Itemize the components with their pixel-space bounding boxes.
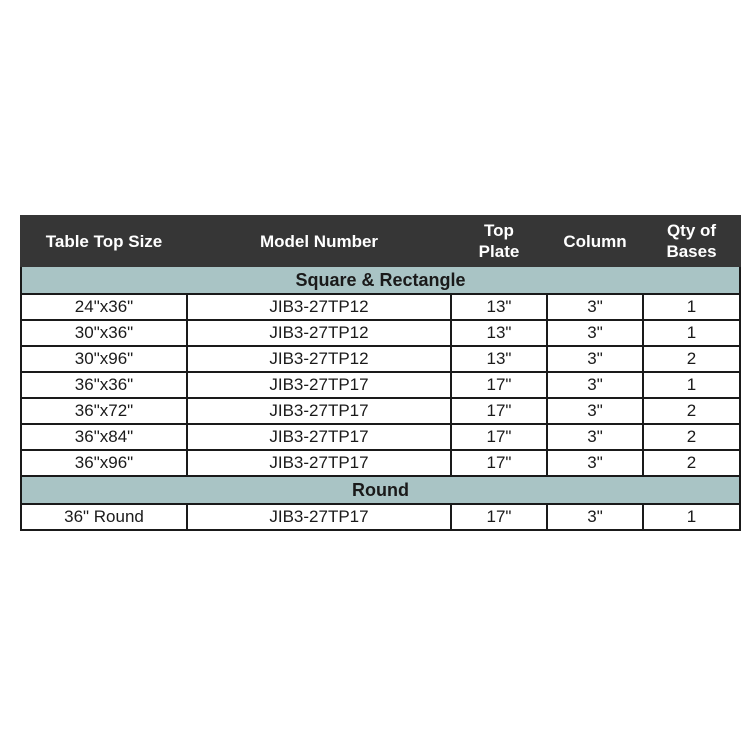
cell-top-plate: 17" <box>451 372 547 398</box>
cell-top-plate: 17" <box>451 504 547 530</box>
header-top-plate-line2: Plate <box>478 242 520 261</box>
cell-top-plate: 13" <box>451 294 547 320</box>
table-body <box>21 266 740 530</box>
cell-qty-of-bases: 2 <box>643 450 740 476</box>
cell-qty-of-bases: 1 <box>643 320 740 346</box>
header-top-plate-line1: Top <box>484 221 514 240</box>
cell-column: 3" <box>547 398 643 424</box>
cell-qty-of-bases: 2 <box>643 346 740 372</box>
table-row <box>21 504 740 530</box>
cell-table-top-size: 36"x84" <box>21 424 187 450</box>
cell-table-top-size: 36" Round <box>21 504 187 530</box>
cell-model-number: JIB3-27TP17 <box>187 450 451 476</box>
cell-column: 3" <box>547 424 643 450</box>
cell-qty-of-bases: 2 <box>643 424 740 450</box>
header-row <box>21 216 740 266</box>
cell-model-number: JIB3-27TP17 <box>187 372 451 398</box>
cell-table-top-size: 30"x36" <box>21 320 187 346</box>
cell-qty-of-bases: 1 <box>643 504 740 530</box>
header-top-plate <box>451 216 547 266</box>
cell-model-number: JIB3-27TP12 <box>187 320 451 346</box>
cell-top-plate: 17" <box>451 424 547 450</box>
cell-top-plate: 17" <box>451 450 547 476</box>
table-row <box>21 346 740 372</box>
cell-model-number: JIB3-27TP17 <box>187 504 451 530</box>
table-row <box>21 372 740 398</box>
cell-column: 3" <box>547 372 643 398</box>
cell-qty-of-bases: 1 <box>643 372 740 398</box>
section-row <box>21 476 740 504</box>
cell-column: 3" <box>547 504 643 530</box>
cell-model-number: JIB3-27TP17 <box>187 424 451 450</box>
cell-model-number: JIB3-27TP17 <box>187 398 451 424</box>
table-row <box>21 294 740 320</box>
cell-column: 3" <box>547 320 643 346</box>
cell-qty-of-bases: 1 <box>643 294 740 320</box>
cell-qty-of-bases: 2 <box>643 398 740 424</box>
cell-column: 3" <box>547 450 643 476</box>
cell-model-number: JIB3-27TP12 <box>187 294 451 320</box>
header-qty-line2: Bases <box>666 242 717 261</box>
cell-column: 3" <box>547 346 643 372</box>
table-row <box>21 320 740 346</box>
spec-table <box>20 215 741 531</box>
header-qty-line1: Qty of <box>666 221 717 240</box>
cell-top-plate: 13" <box>451 320 547 346</box>
section-title: Square & Rectangle <box>21 266 740 294</box>
table-row <box>21 450 740 476</box>
cell-top-plate: 13" <box>451 346 547 372</box>
header-qty-of-bases <box>643 216 740 266</box>
cell-column: 3" <box>547 294 643 320</box>
cell-table-top-size: 24"x36" <box>21 294 187 320</box>
header-column: Column <box>547 216 643 266</box>
table-row <box>21 424 740 450</box>
table-row <box>21 398 740 424</box>
header-model-number: Model Number <box>187 216 451 266</box>
section-row <box>21 266 740 294</box>
cell-table-top-size: 30"x96" <box>21 346 187 372</box>
cell-top-plate: 17" <box>451 398 547 424</box>
cell-model-number: JIB3-27TP12 <box>187 346 451 372</box>
cell-table-top-size: 36"x72" <box>21 398 187 424</box>
section-title: Round <box>21 476 740 504</box>
cell-table-top-size: 36"x96" <box>21 450 187 476</box>
cell-table-top-size: 36"x36" <box>21 372 187 398</box>
header-table-top-size: Table Top Size <box>21 216 187 266</box>
